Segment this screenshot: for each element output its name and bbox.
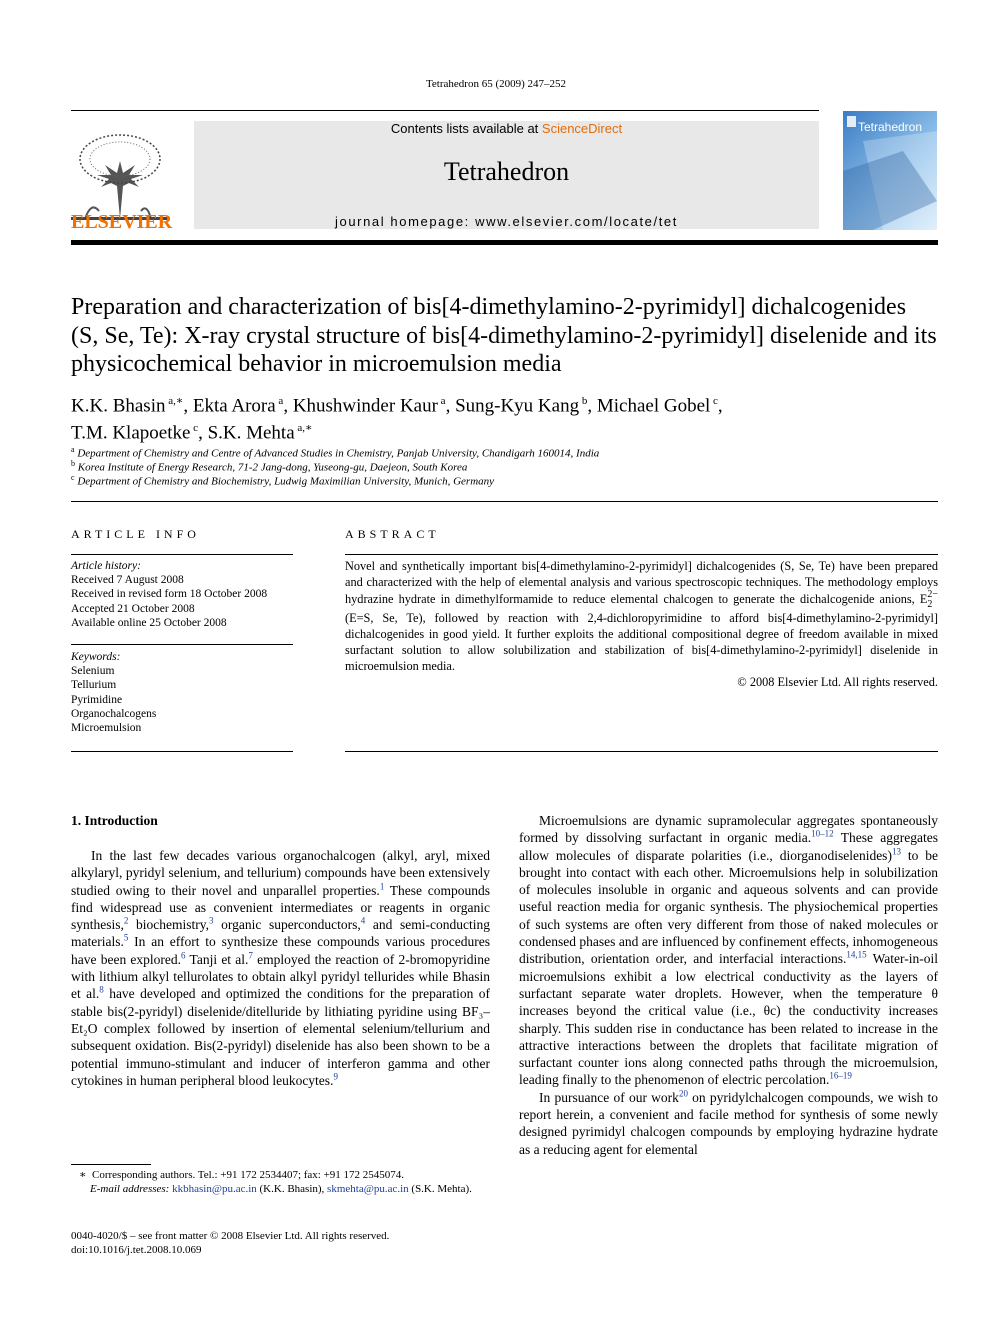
paragraph-text: Microemulsions are dynamic supramolecular aggregates spontaneously formed by dissolving surfactant in organic media. bbox=[519, 813, 938, 846]
citation-link[interactable]: 10–12 bbox=[811, 828, 834, 839]
author-name: K.K. Bhasin bbox=[71, 395, 166, 417]
email-link-bhasin[interactable]: kkbhasin@pu.ac.in bbox=[172, 1183, 257, 1195]
paragraph-text: on pyridylchalcogen compounds, we wish to report herein, a convenient and facile method for synthesis of some newly designed pyrimidyl chalcogen compounds by employing hydrazine hydrate as a reducing agent for elemental bbox=[519, 1089, 938, 1157]
author-name: Michael Gobel bbox=[596, 395, 711, 417]
author-name: Sung-Kyu Kang bbox=[455, 395, 580, 417]
doi-line[interactable]: doi:10.1016/j.tet.2008.10.069 bbox=[71, 1244, 202, 1256]
author-affiliation-mark: c bbox=[190, 422, 199, 435]
citation-link[interactable]: 14,15 bbox=[846, 949, 867, 960]
citation-link[interactable]: 5 bbox=[123, 932, 129, 943]
front-matter bbox=[71, 1229, 490, 1257]
citation-link[interactable]: 9 bbox=[333, 1071, 338, 1082]
abstract-copyright: © 2008 Elsevier Ltd. All rights reserved. bbox=[737, 675, 938, 689]
intro-paragraph-2 bbox=[519, 812, 938, 1089]
author-name: Khushwinder Kaur bbox=[292, 395, 438, 417]
affiliation-c: $^c$ Department of Chemistry and Biochemistry, Ludwig Maximilian University, Munich, Germany bbox=[71, 473, 495, 488]
paragraph-text: In an effort to synthesize these compounds various procedures have been explored. bbox=[71, 934, 490, 967]
author-name: T.M. Klapoetke bbox=[71, 422, 191, 444]
intro-right-column bbox=[519, 812, 938, 1158]
header-rule bbox=[71, 110, 819, 111]
author-separator: , bbox=[717, 395, 723, 417]
section-rule bbox=[71, 501, 938, 502]
corresponding-footnote: ∗ Corresponding authors. Tel.: +91 172 2534407; fax: +91 172 2545074. E-mail addresses: kkbhasin@pu.ac.in (K.K. Bhasin), skmehta@pu.ac.in (S.K. Mehta). bbox=[79, 1169, 472, 1195]
citation-link[interactable]: 7 bbox=[248, 950, 253, 961]
footnote-rule bbox=[71, 1164, 151, 1165]
author-name: S.K. Mehta bbox=[207, 422, 295, 444]
journal-citation: Tetrahedron 65 (2009) 247–252 bbox=[425, 78, 567, 90]
journal-name: Tetrahedron bbox=[443, 157, 570, 186]
email-link-mehta[interactable]: skmehta@pu.ac.in bbox=[327, 1183, 409, 1195]
citation-link[interactable]: 1 bbox=[379, 881, 385, 892]
sciencedirect-link[interactable]: ScienceDirect bbox=[541, 121, 623, 136]
article-title: Preparation and characterization of bis[4-dimethylamino-2-pyrimidyl] dichalcogenides (S, Se, Te): X-ray crystal structure of bis[4-dimethylamino-2-pyrimidyl] diselenide and its physicochemical behavior in microemulsion media bbox=[71, 294, 937, 377]
paragraph-text: These compounds find widespread use as convenient intermediates or reagents in organic synthesis, bbox=[71, 882, 490, 933]
citation-link[interactable]: 3 bbox=[208, 915, 214, 926]
author-separator: , bbox=[445, 395, 456, 417]
issn-line: 0040-4020/$ – see front matter © 2008 Elsevier Ltd. All rights reserved. bbox=[71, 1230, 390, 1242]
journal-homepage[interactable]: journal homepage: www.elsevier.com/locate/tet bbox=[335, 214, 678, 229]
author-name: Ekta Arora bbox=[192, 395, 276, 417]
intro-paragraph-3 bbox=[519, 1089, 938, 1158]
abstract-rule-bottom bbox=[345, 751, 938, 752]
intro-paragraph-1 bbox=[71, 847, 490, 1089]
header-thick-rule bbox=[71, 240, 938, 245]
author-separator: , bbox=[283, 395, 293, 417]
cover-title: Tetrahedron bbox=[857, 120, 923, 134]
keywords-label: Keywords: bbox=[71, 651, 121, 663]
keyword: Selenium bbox=[71, 665, 115, 678]
paragraph-text: and semi-conducting materials. bbox=[71, 917, 490, 950]
citation-link[interactable]: 6 bbox=[181, 950, 186, 961]
paragraph-text: Tanji et al. bbox=[185, 951, 249, 967]
author-list bbox=[71, 390, 939, 445]
citation-link[interactable]: 4 bbox=[360, 915, 366, 926]
dichalcogenide-formula: 2− 2 bbox=[927, 589, 938, 610]
paragraph-text: These aggregates allow molecules of disparate polarities (i.e., diorganodiselenides) bbox=[519, 830, 938, 863]
paragraph-text: employed the reaction of 2-bromopyridine with lithium alkyl tellurolates to obtain alkyl pyridyl tellurides while Bhasin et al. bbox=[71, 951, 490, 1002]
keywords bbox=[71, 650, 293, 735]
affiliation-b: $^b$ Korea Institute of Energy Research, 71-2 Jang-dong, Yuseong-gu, Daejeon, South Korea bbox=[71, 459, 468, 474]
paragraph-text: biochemistry, bbox=[128, 917, 209, 933]
author-affiliation-mark: a,∗ bbox=[165, 395, 184, 407]
paragraph-text: In the last few decades various organochalcogen (alkyl, aryl, mixed alkylaryl, pyridyl selenium, and tellurium) compounds have been extensively studied owing to their novel and unparallel properties. bbox=[71, 848, 490, 898]
paragraph-text: In pursuance of our work bbox=[539, 1089, 679, 1105]
citation-link[interactable]: 13 bbox=[891, 846, 901, 857]
author-affiliation-mark: a bbox=[437, 395, 446, 407]
author-separator: , bbox=[183, 395, 193, 417]
paragraph-text: Water-in-oil microemulsions exhibit a low electrical conductivity as the layers of surfactant separate water droplets. However, when the temperature θ increases beyond the critical value (i.e., θc) the conductivity increases sharply. This sudden rise in conductance has been related to increase in the attractive interactions between the droplets that facilitate migration of surfactant counter ions along connected paths through the microemulsion, leading finally to the phenomenon of electric percolation. bbox=[519, 951, 938, 1088]
contents-prefix: Contents lists available at bbox=[390, 121, 542, 136]
citation-link[interactable]: 8 bbox=[99, 984, 104, 995]
article-history bbox=[71, 559, 293, 630]
history-online: Available online 25 October 2008 bbox=[71, 616, 227, 629]
history-revised: Received in revised form 18 October 2008 bbox=[71, 588, 268, 601]
author-affiliation-mark: a,∗ bbox=[294, 422, 313, 435]
history-label: Article history: bbox=[71, 560, 141, 572]
keyword: Organochalcogens bbox=[71, 707, 157, 720]
section-heading-introduction: 1. Introduction bbox=[71, 813, 158, 828]
keyword: Tellurium bbox=[71, 679, 117, 692]
elsevier-wordmark: ELSEVIER bbox=[71, 211, 173, 233]
intro-left-column bbox=[71, 847, 490, 1089]
keyword: Pyrimidine bbox=[71, 693, 123, 706]
citation-link[interactable]: 20 bbox=[678, 1088, 688, 1099]
info-rule-mid bbox=[71, 644, 293, 645]
abstract-heading: ABSTRACT bbox=[345, 527, 440, 541]
paragraph-text: have developed and optimized the conditions for the preparation of stable bis(2-pyridyl) diselenide/ditelluride by lithiating pyridine using BF₃–Et₂O complex followed by insertion of elemental selenium/tellurium and subsequent oxidation. Bis(2-pyridyl) diselenide has also been shown to be a potential immuno-stimulant and inducer of interferon gamma and other cytokines in human peripheral blood leukocytes. bbox=[71, 986, 490, 1088]
citation-link[interactable]: 2 bbox=[123, 915, 129, 926]
affiliation-a: $^a$ Department of Chemistry and Centre of Advanced Studies in Chemistry, Panjab University, Chandigarh 160014, India bbox=[71, 445, 600, 460]
author-affiliation-mark: a bbox=[275, 395, 284, 407]
abstract-body: Novel and synthetically important bis[4-dimethylamino-2-pyrimidyl] dichalcogenides (S, Se, Te) have been prepared and characterized with the help of elemental analysis and various spectroscopic techniques. The methodology employs hydrazine hydrate in dimethylformamide to reduce elemental chalcogen to generate the dichalcogenide anions, E 2− 2 (E=S, Se, Te), followed by reaction with 2,4-dichloropyrimidine to afford bis[4-dimethylamino-2-pyrimidyl] dichalcogenides in good yield. It further exploits the additional compositional degree of freedom available in mixed surfactant solution to allow solubilization and stabilization of bis[4-dimethylamino-2-pyrimidyl] diselenide in microemulsion media. bbox=[345, 559, 938, 673]
keyword: Microemulsion bbox=[71, 722, 142, 735]
author-affiliation-mark: b bbox=[579, 395, 588, 407]
abstract-rule-top bbox=[345, 554, 938, 555]
info-rule-bottom bbox=[71, 751, 293, 752]
history-received: Received 7 August 2008 bbox=[71, 574, 184, 587]
article-info-heading: ARTICLE INFO bbox=[71, 527, 200, 541]
abstract-text bbox=[345, 558, 938, 690]
author-separator: , bbox=[587, 395, 597, 417]
paragraph-text: to be brought into contact with each other. Microemulsions help in solubilization of molecules insoluble in organic and aqueous solvents and can provide useful reaction media for organic synthesis. The physiochemical properties of such systems are often very different from those of naked molecules or condensed phases and are influenced by confinement effects, inhomogeneous distribution, orientation order, and interfacial interactions. bbox=[519, 847, 938, 967]
citation-link[interactable]: 16–19 bbox=[829, 1070, 852, 1081]
history-accepted: Accepted 21 October 2008 bbox=[71, 602, 195, 615]
author-separator: , bbox=[198, 422, 208, 444]
info-rule-top bbox=[71, 554, 293, 555]
paragraph-text: organic superconductors, bbox=[213, 917, 361, 933]
contents-line bbox=[194, 121, 819, 136]
author-affiliation-mark: c bbox=[710, 395, 718, 407]
